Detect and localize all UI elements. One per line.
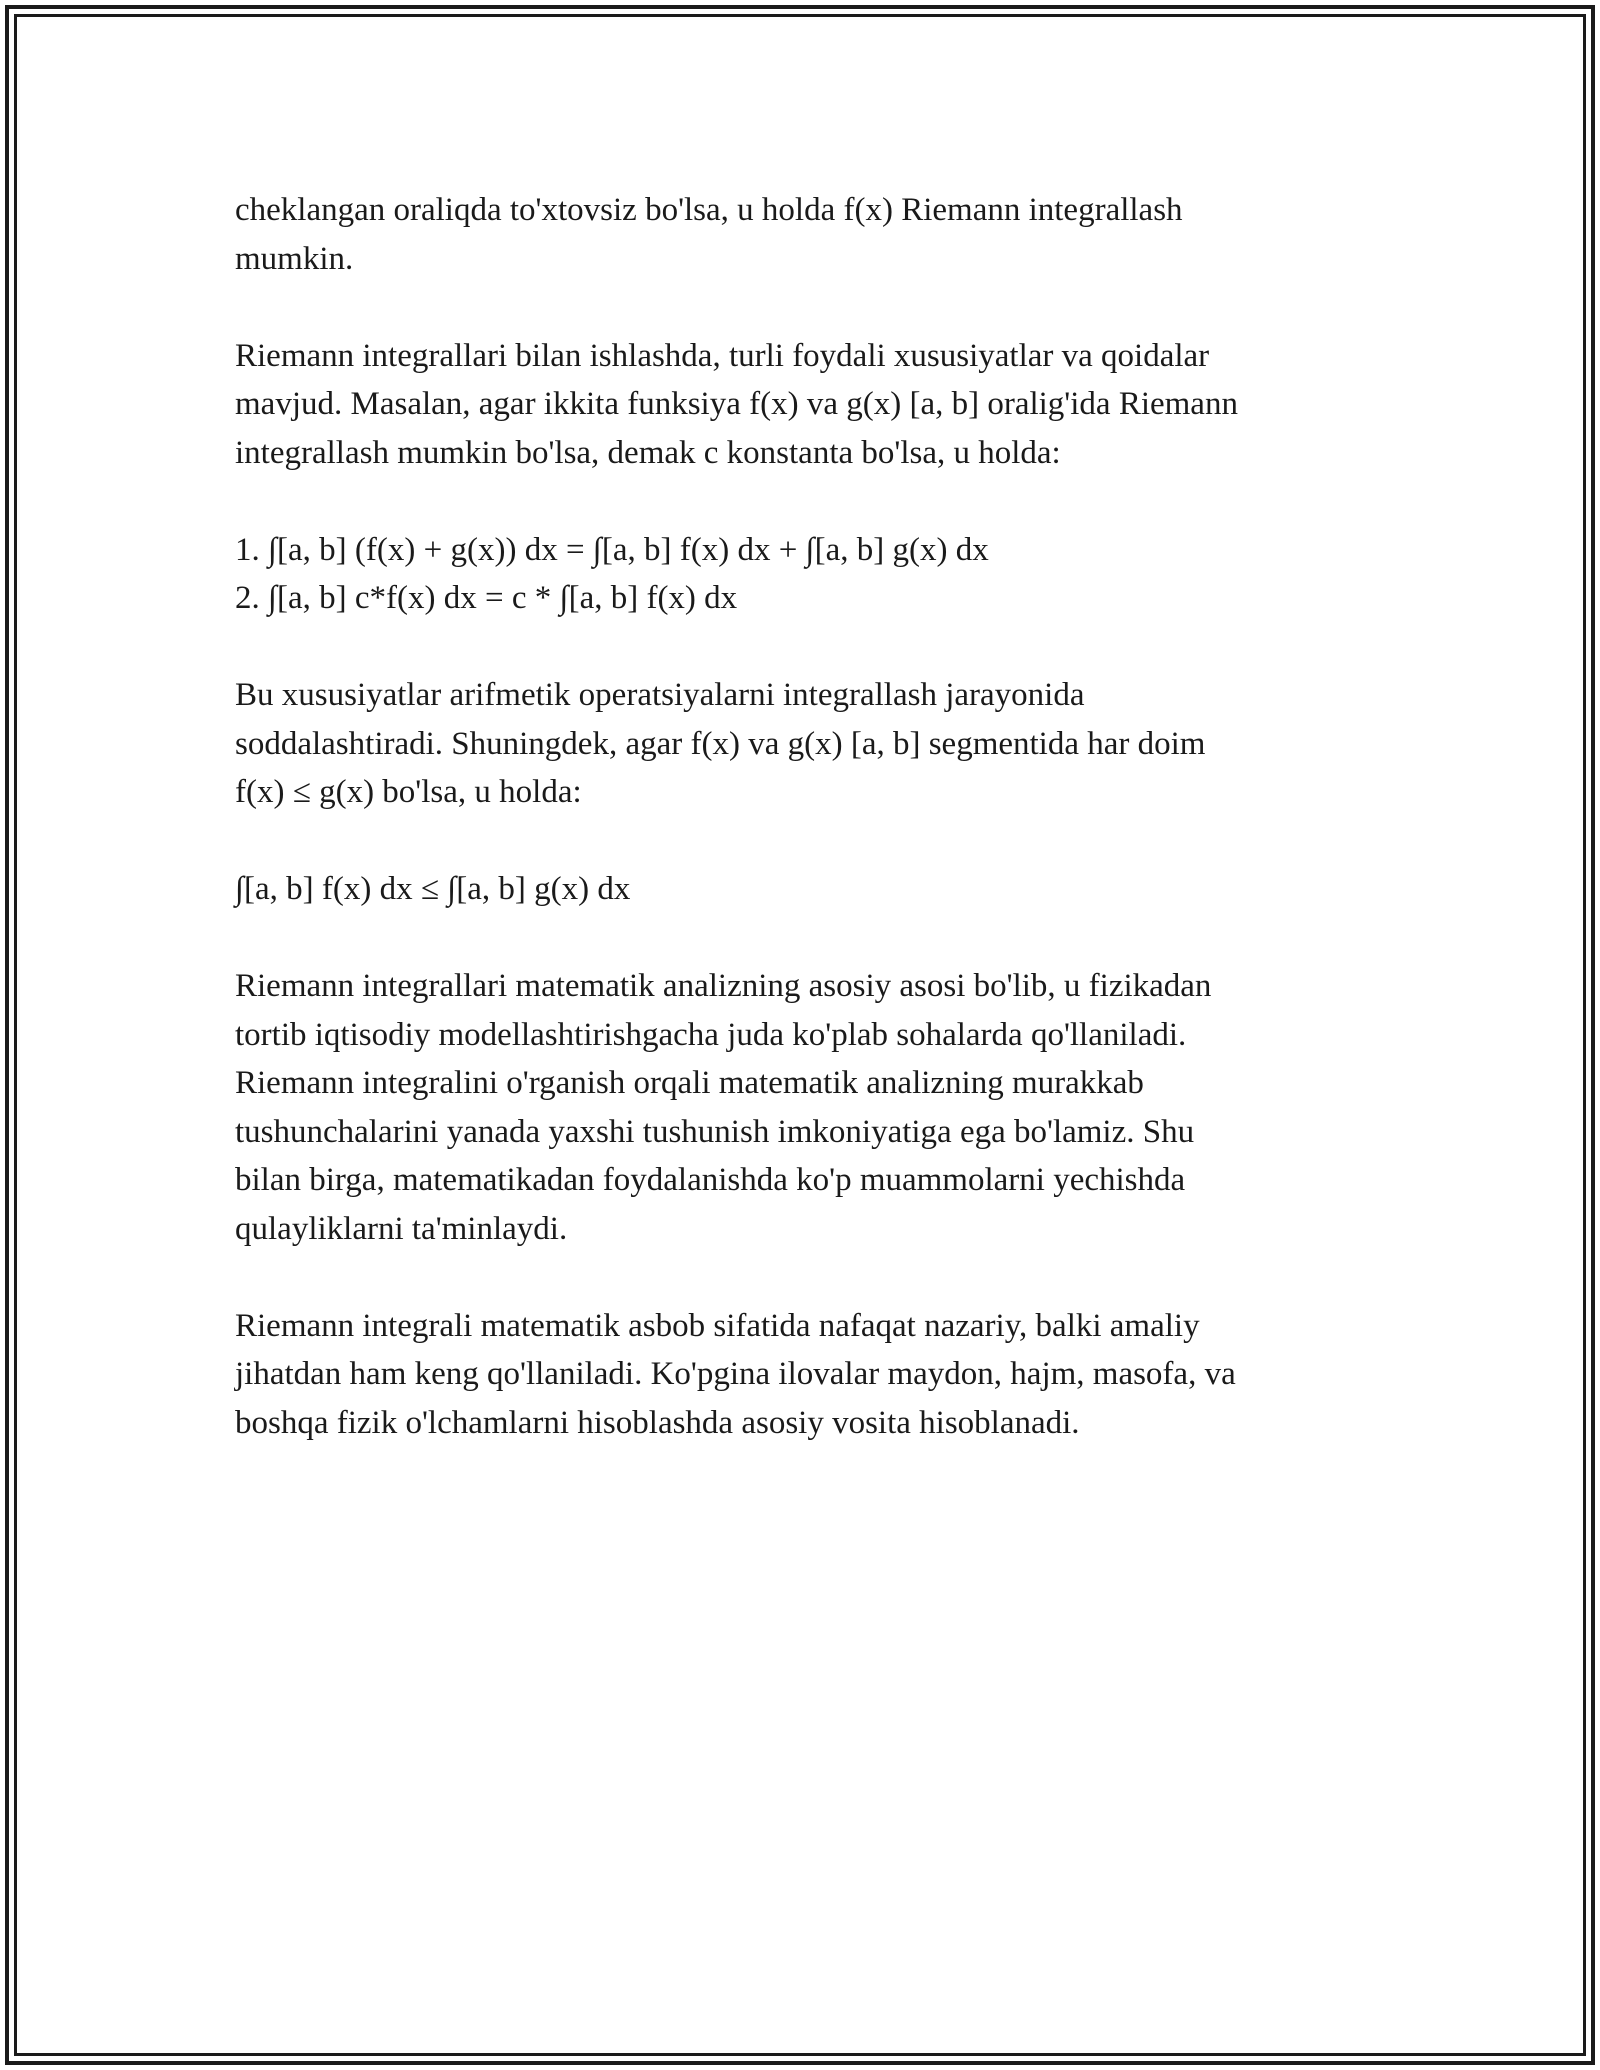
paragraph-monotonicity: Bu xususiyatlar arifmetik operatsiyalarni integrallash jarayonida soddalashtiradi. Shuningdek, agar f(x) va g(x) [a, b] segmentida har doim f(x) ≤ g(x) bo'lsa, u holda: (235, 677, 1206, 810)
paragraph-applications: Riemann integrallari matematik analizning asosiy asosi bo'lib, u fizikadan tortib iqtisodiy modellashtirishgacha juda ko'plab sohalarda qo'llaniladi. Riemann integralini o'rganish orqali matematik analizning murakkab tushunchalarini yanada yaxshi tushunish imkoniyatiga ega bo'lamiz. Shu bilan birga, matematikadan foydalanishda ko'p muammolarni yechishda qulayliklarni ta'minlaydi. (235, 968, 1212, 1247)
paragraph-continuation: cheklangan oraliqda to'xtovsiz bo'lsa, u holda f(x) Riemann integrallash mumkin. (235, 192, 1183, 277)
integral-inequality: ∫[a, b] f(x) dx ≤ ∫[a, b] g(x) dx (235, 871, 631, 907)
inequality-block (235, 865, 1375, 914)
rules-list (235, 526, 1375, 623)
rule-linearity-sum: 1. ∫[a, b] (f(x) + g(x)) dx = ∫[a, b] f(x) dx + ∫[a, b] g(x) dx (235, 531, 989, 568)
rule-constant-multiple: 2. ∫[a, b] c*f(x) dx = c * ∫[a, b] f(x) dx (235, 580, 738, 616)
paragraph-practical-use: Riemann integrali matematik asbob sifatida nafaqat nazariy, balki amaliy jihatdan ham keng qo'llaniladi. Ko'pgina ilovalar maydon, hajm, masofa, va boshqa fizik o'lchamlarni hisoblashda asosiy vosita hisoblanadi. (235, 1307, 1236, 1441)
paragraph-properties-intro: Riemann integrallari bilan ishlashda, turli foydali xususiyatlar va qoidalar mavjud. Masalan, agar ikkita funksiya f(x) va g(x) [a, b] oralig'ida Riemann integrallash mumkin bo'lsa, demak c konstanta bo'lsa, u holda: (235, 337, 1238, 471)
document-body (235, 186, 1375, 1496)
